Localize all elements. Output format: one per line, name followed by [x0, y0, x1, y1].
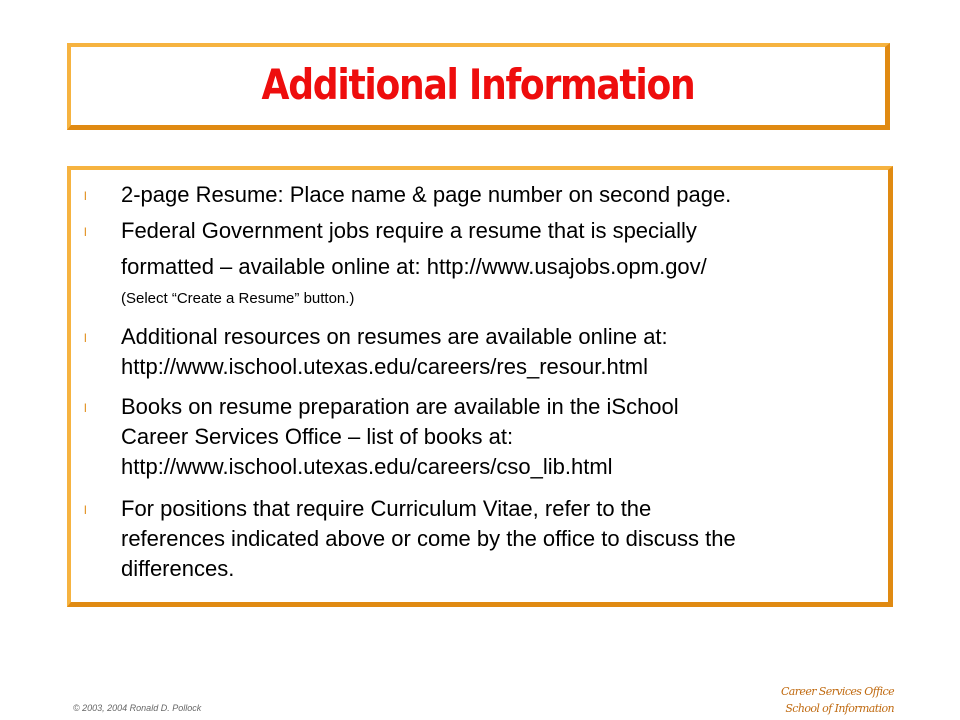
bullet-text: Career Services Office – list of books at: [121, 424, 514, 449]
title-frame [67, 43, 890, 130]
copyright-notice: © 2003, 2004 Ronald D. Pollock [73, 703, 202, 713]
bullet-note: (Select “Create a Resume” button.) [121, 290, 355, 307]
bullet-marker-icon: l [84, 189, 87, 203]
bullet-marker-icon: l [84, 401, 87, 415]
bullet-item-online-resources [84, 322, 881, 382]
bullet-marker-icon: l [84, 331, 87, 345]
bullet-text: Additional resources on resumes are available online at: [121, 324, 668, 349]
bullet-item-resume-pages [84, 180, 881, 210]
office-signature [781, 683, 894, 717]
school-name: School of Information [785, 702, 894, 715]
bullet-marker-icon: l [84, 503, 87, 517]
bullet-text: differences. [121, 556, 235, 581]
bullet-text: formatted – available online at: http://www.usajobs.opm.gov/ [121, 254, 707, 279]
bullet-item-federal-jobs [84, 216, 881, 310]
bullet-text: http://www.ischool.utexas.edu/careers/res_resour.html [121, 354, 649, 379]
bullet-text: references indicated above or come by the office to discuss the [121, 526, 736, 551]
bullet-text: For positions that require Curriculum Vitae, refer to the [121, 496, 652, 521]
content-frame [67, 166, 893, 607]
bullet-text: Books on resume preparation are available in the iSchool [121, 394, 679, 419]
bullet-marker-icon: l [84, 225, 87, 239]
slide-title: Additional Information [261, 60, 695, 109]
bullet-item-curriculum-vitae [84, 494, 881, 584]
bullet-text: 2-page Resume: Place name & page number on second page. [121, 182, 732, 207]
office-name: Career Services Office [780, 685, 894, 698]
bullet-text: http://www.ischool.utexas.edu/careers/cso_lib.html [121, 454, 613, 479]
bullet-text: Federal Government jobs require a resume that is specially [121, 218, 697, 243]
bullet-item-books [84, 392, 881, 482]
